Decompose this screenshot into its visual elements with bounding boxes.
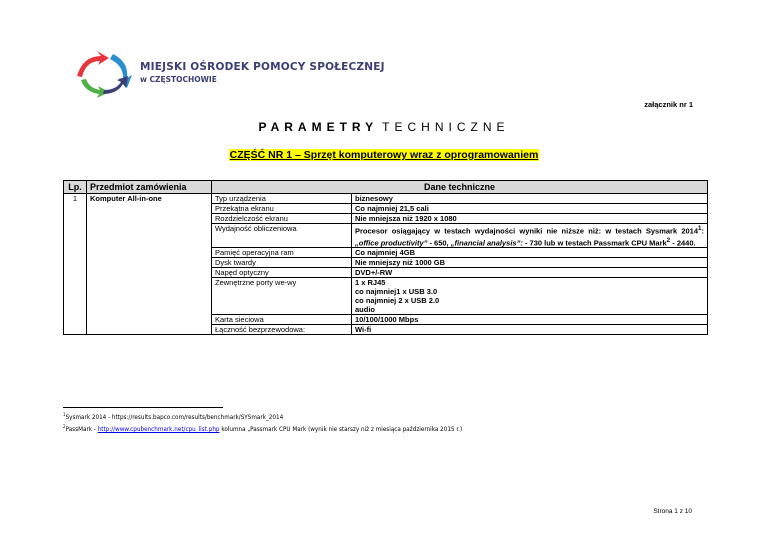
footnote-1-mark: 1 (63, 413, 66, 418)
organization-city: w CZĘSTOCHOWIE (140, 75, 217, 84)
header-spec: Dane techniczne (212, 181, 708, 194)
param-value: 10/100/1000 Mbps (352, 315, 708, 325)
section-subtitle (0, 149, 768, 161)
param-label: Wydajność obliczeniowa (212, 224, 352, 248)
footnote-2 (63, 425, 462, 433)
param-value (352, 224, 708, 248)
footnote-ref-1: 1 (698, 225, 702, 232)
param-label: Napęd optyczny (212, 268, 352, 278)
perf-text-g: - 2440. (670, 238, 696, 247)
param-label: Przekątna ekranu (212, 204, 352, 214)
perf-text-c: „office productivity” (355, 238, 428, 247)
cpubenchmark-link[interactable]: http://www.cpubenchmark.net/cpu_list.php (97, 426, 220, 434)
port-line: 1 x RJ45 (355, 278, 386, 287)
param-label: Typ urządzenia (212, 194, 352, 204)
table-header-row (64, 181, 708, 194)
port-line: co najmniej1 x USB 3.0 (355, 287, 438, 296)
footnote-2-mark: 2 (63, 425, 66, 430)
perf-text-d: - 650, (427, 238, 451, 247)
param-label: Zewnętrzne porty we-wy (212, 278, 352, 315)
annex-label: załącznik nr 1 (644, 100, 693, 109)
port-line: co najmniej 2 x USB 2.0 (355, 296, 440, 305)
footnote-2-suffix: kolumna „Passmark CPU Mark (wynik nie starszy niż z miesiąca października 2015 r.) (219, 426, 463, 434)
param-value: Co najmniej 4GB (352, 248, 708, 258)
param-label: Karta sieciowa (212, 315, 352, 325)
table-row (64, 194, 708, 204)
param-value (352, 278, 708, 315)
param-value: Nie mniejszy niż 1000 GB (352, 258, 708, 268)
perf-text-e: „financial analysis”: (450, 238, 523, 247)
param-label: Dysk twardy (212, 258, 352, 268)
logo-navy-arrow (103, 76, 128, 94)
param-label: Łączność bezprzewodowa: (212, 325, 352, 335)
footnote-2-prefix: PassMark - (65, 426, 98, 434)
title-word-1: PARAMETRY (258, 120, 379, 134)
param-value: Wi-fi (352, 325, 708, 335)
header-item: Przedmiot zamówienia (87, 181, 212, 194)
organization-logo (73, 50, 133, 98)
page-number: Strona 1 z 10 (653, 508, 692, 515)
param-label: Rozdzielczość ekranu (212, 214, 352, 224)
header-lp: Lp. (64, 181, 87, 194)
param-value: Co najmniej 21,5 cali (352, 204, 708, 214)
param-value: biznesowy (352, 194, 708, 204)
perf-text-a: Procesor osiągający w testach wydajności wyniki nie niższe niż: w testach Sysmark 2014 (355, 226, 699, 236)
footnote-1 (63, 413, 283, 421)
footnote-ref-2: 2 (666, 236, 671, 244)
param-label: Pamięć operacyjna ram (212, 248, 352, 258)
page-title (0, 120, 768, 134)
param-value: Nie mniejsza niż 1920 x 1080 (352, 214, 708, 224)
perf-text-b: : (701, 226, 704, 236)
title-word-2: TECHNICZNE (382, 120, 510, 134)
item-name: Komputer All-in-one (87, 194, 212, 335)
port-line: audio (355, 305, 375, 314)
subtitle-text: CZĘŚĆ NR 1 – Sprzęt komputerowy wraz z oprogramowaniem (229, 149, 539, 161)
footnote-separator (63, 407, 223, 408)
logo-green-arrow (81, 79, 109, 98)
perf-text-f: - 730 lub w testach Passmark CPU Mark (522, 238, 667, 247)
footnote-1-text: Sysmark 2014 - https://results.bapco.com/results/benchmark/SYSmark_2014 (65, 414, 284, 422)
row-number: 1 (64, 194, 87, 335)
technical-specs-table (63, 180, 708, 335)
logo-red-arrow (77, 51, 109, 77)
param-value: DVD+/-RW (352, 268, 708, 278)
organization-name: MIEJSKI OŚRODEK POMOCY SPOŁECZNEJ (140, 61, 385, 73)
